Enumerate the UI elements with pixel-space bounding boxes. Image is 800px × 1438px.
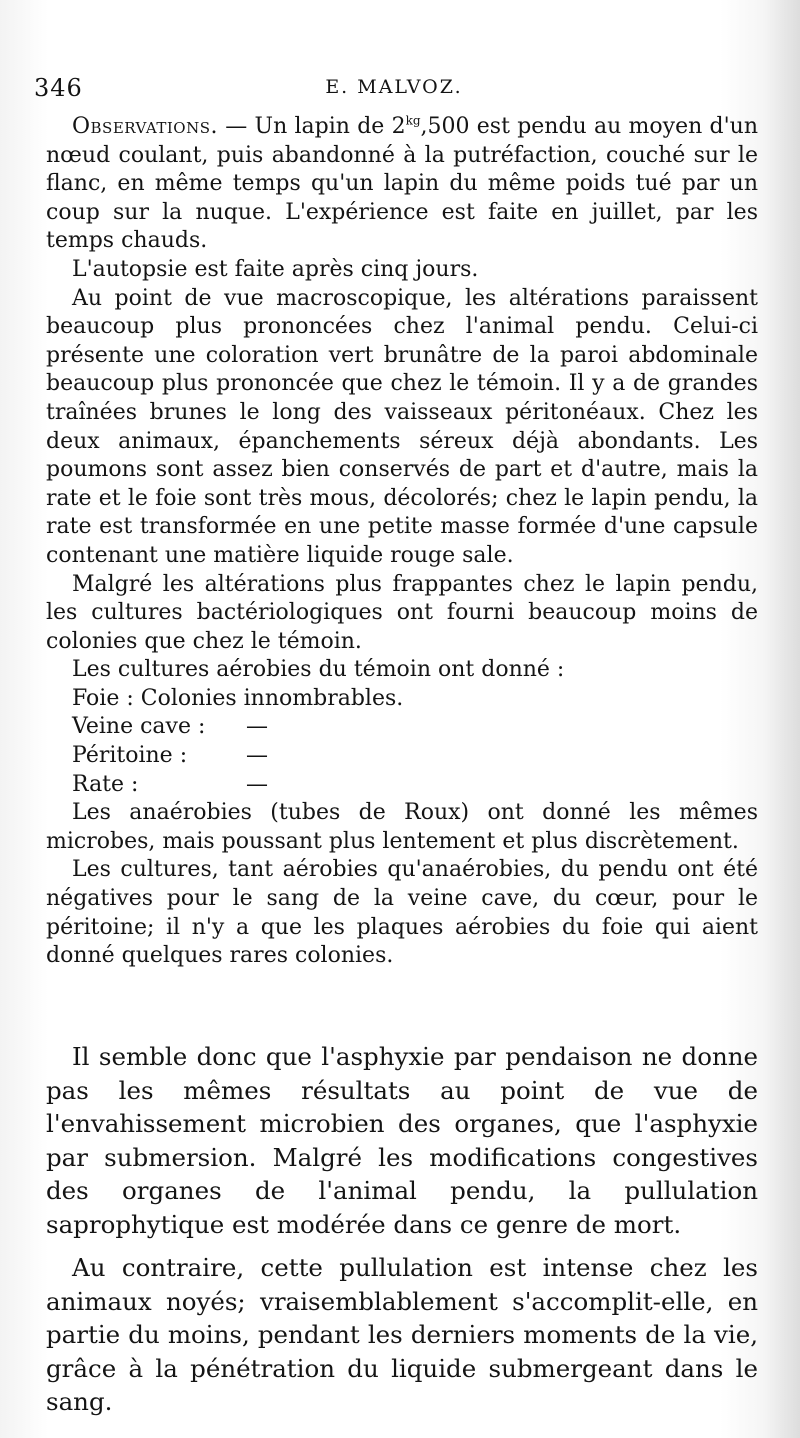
conclusion-paragraph-1: Il semble donc que l'asphyxie par pendaison ne donne pas les mêmes résultats au point de vue de l'envahissement microbien des organes, que l'asphyxie par submersion. Malgré les modifications congestives des organes de l'animal pendu, la pullulation saprophytique est modérée dans ce genre de mort. xyxy=(46,1042,758,1239)
list-item xyxy=(46,771,758,800)
page-edge-shadow xyxy=(764,0,800,1438)
page-header xyxy=(34,74,754,104)
list-item xyxy=(46,713,758,742)
list-item-value: — xyxy=(246,771,268,797)
observations-text-b: ,500 est pendu au moyen d'un nœud coulant, puis abandonné à la putréfaction, couché sur le flanc, en même temps qu'un lapin du même poids tué par un coup sur la nuque. L'expérience est faite en juillet, par les temps chauds. xyxy=(46,114,758,254)
observations-paragraph-4: Malgré les altérations plus frappantes chez le lapin pendu, les cultures bactériologiques ont fourni beaucoup moins de colonies que chez le témoin. xyxy=(46,571,758,654)
conclusion-section xyxy=(46,1040,758,1419)
page-number: 346 xyxy=(34,74,83,102)
list-item-label: Péritoine : xyxy=(72,743,188,769)
observations-paragraph-1 xyxy=(46,113,758,256)
list-item-value: — xyxy=(246,743,268,769)
list-item-value: — xyxy=(246,714,268,740)
unit-superscript: kg xyxy=(405,113,421,128)
observations-paragraph-8: Les cultures, tant aérobies qu'anaérobies, du pendu ont été négatives pour le sang de la veine cave, du cœur, pour le péritoine; il n'y a que les plaques aérobies du foie qui aient donné quelques rares colonies. xyxy=(46,857,758,969)
running-head: E. MALVOZ. xyxy=(325,76,463,98)
observations-paragraph-3: Au point de vue macroscopique, les altérations paraissent beaucoup plus prononcées chez l'animal pendu. Celui-ci présente une coloration vert brunâtre de la paroi abdominale beaucoup plus prononcée que chez le témoin. Il y a de grandes traînées brunes le long des vaisseaux péritonéaux. Chez les deux animaux, épanchements séreux déjà abondants. Les poumons sont assez bien conservés de part et d'autre, mais la rate et le foie sont très mous, décolorés; chez le lapin pendu, la rate est transformée en une petite masse formée d'une capsule contenant une matière liquide rouge sale. xyxy=(46,285,758,568)
list-item xyxy=(46,742,758,771)
observations-paragraph-5: Les cultures aérobies du témoin ont donné : xyxy=(72,657,565,683)
observations-section xyxy=(46,113,758,971)
list-item-label: Rate : xyxy=(72,771,139,797)
observations-label: Observations. xyxy=(72,114,218,139)
observations-paragraph-7: Les anaérobies (tubes de Roux) ont donné les mêmes microbes, mais poussant plus lentement et plus discrètement. xyxy=(46,800,758,854)
observations-paragraph-2: L'autopsie est faite après cinq jours. xyxy=(72,256,479,282)
observations-text-a: — Un lapin de 2 xyxy=(218,114,406,139)
observations-paragraph-6: Foie : Colonies innombrables. xyxy=(72,685,404,711)
conclusion-paragraph-2: Au contraire, cette pullulation est intense chez les animaux noyés; vraisemblablement s'accomplit-elle, en partie du moins, pendant les derniers moments de la vie, grâce à la pénétration du liquide submergeant dans le sang. xyxy=(46,1253,758,1416)
list-item-label: Veine cave : xyxy=(72,714,206,740)
